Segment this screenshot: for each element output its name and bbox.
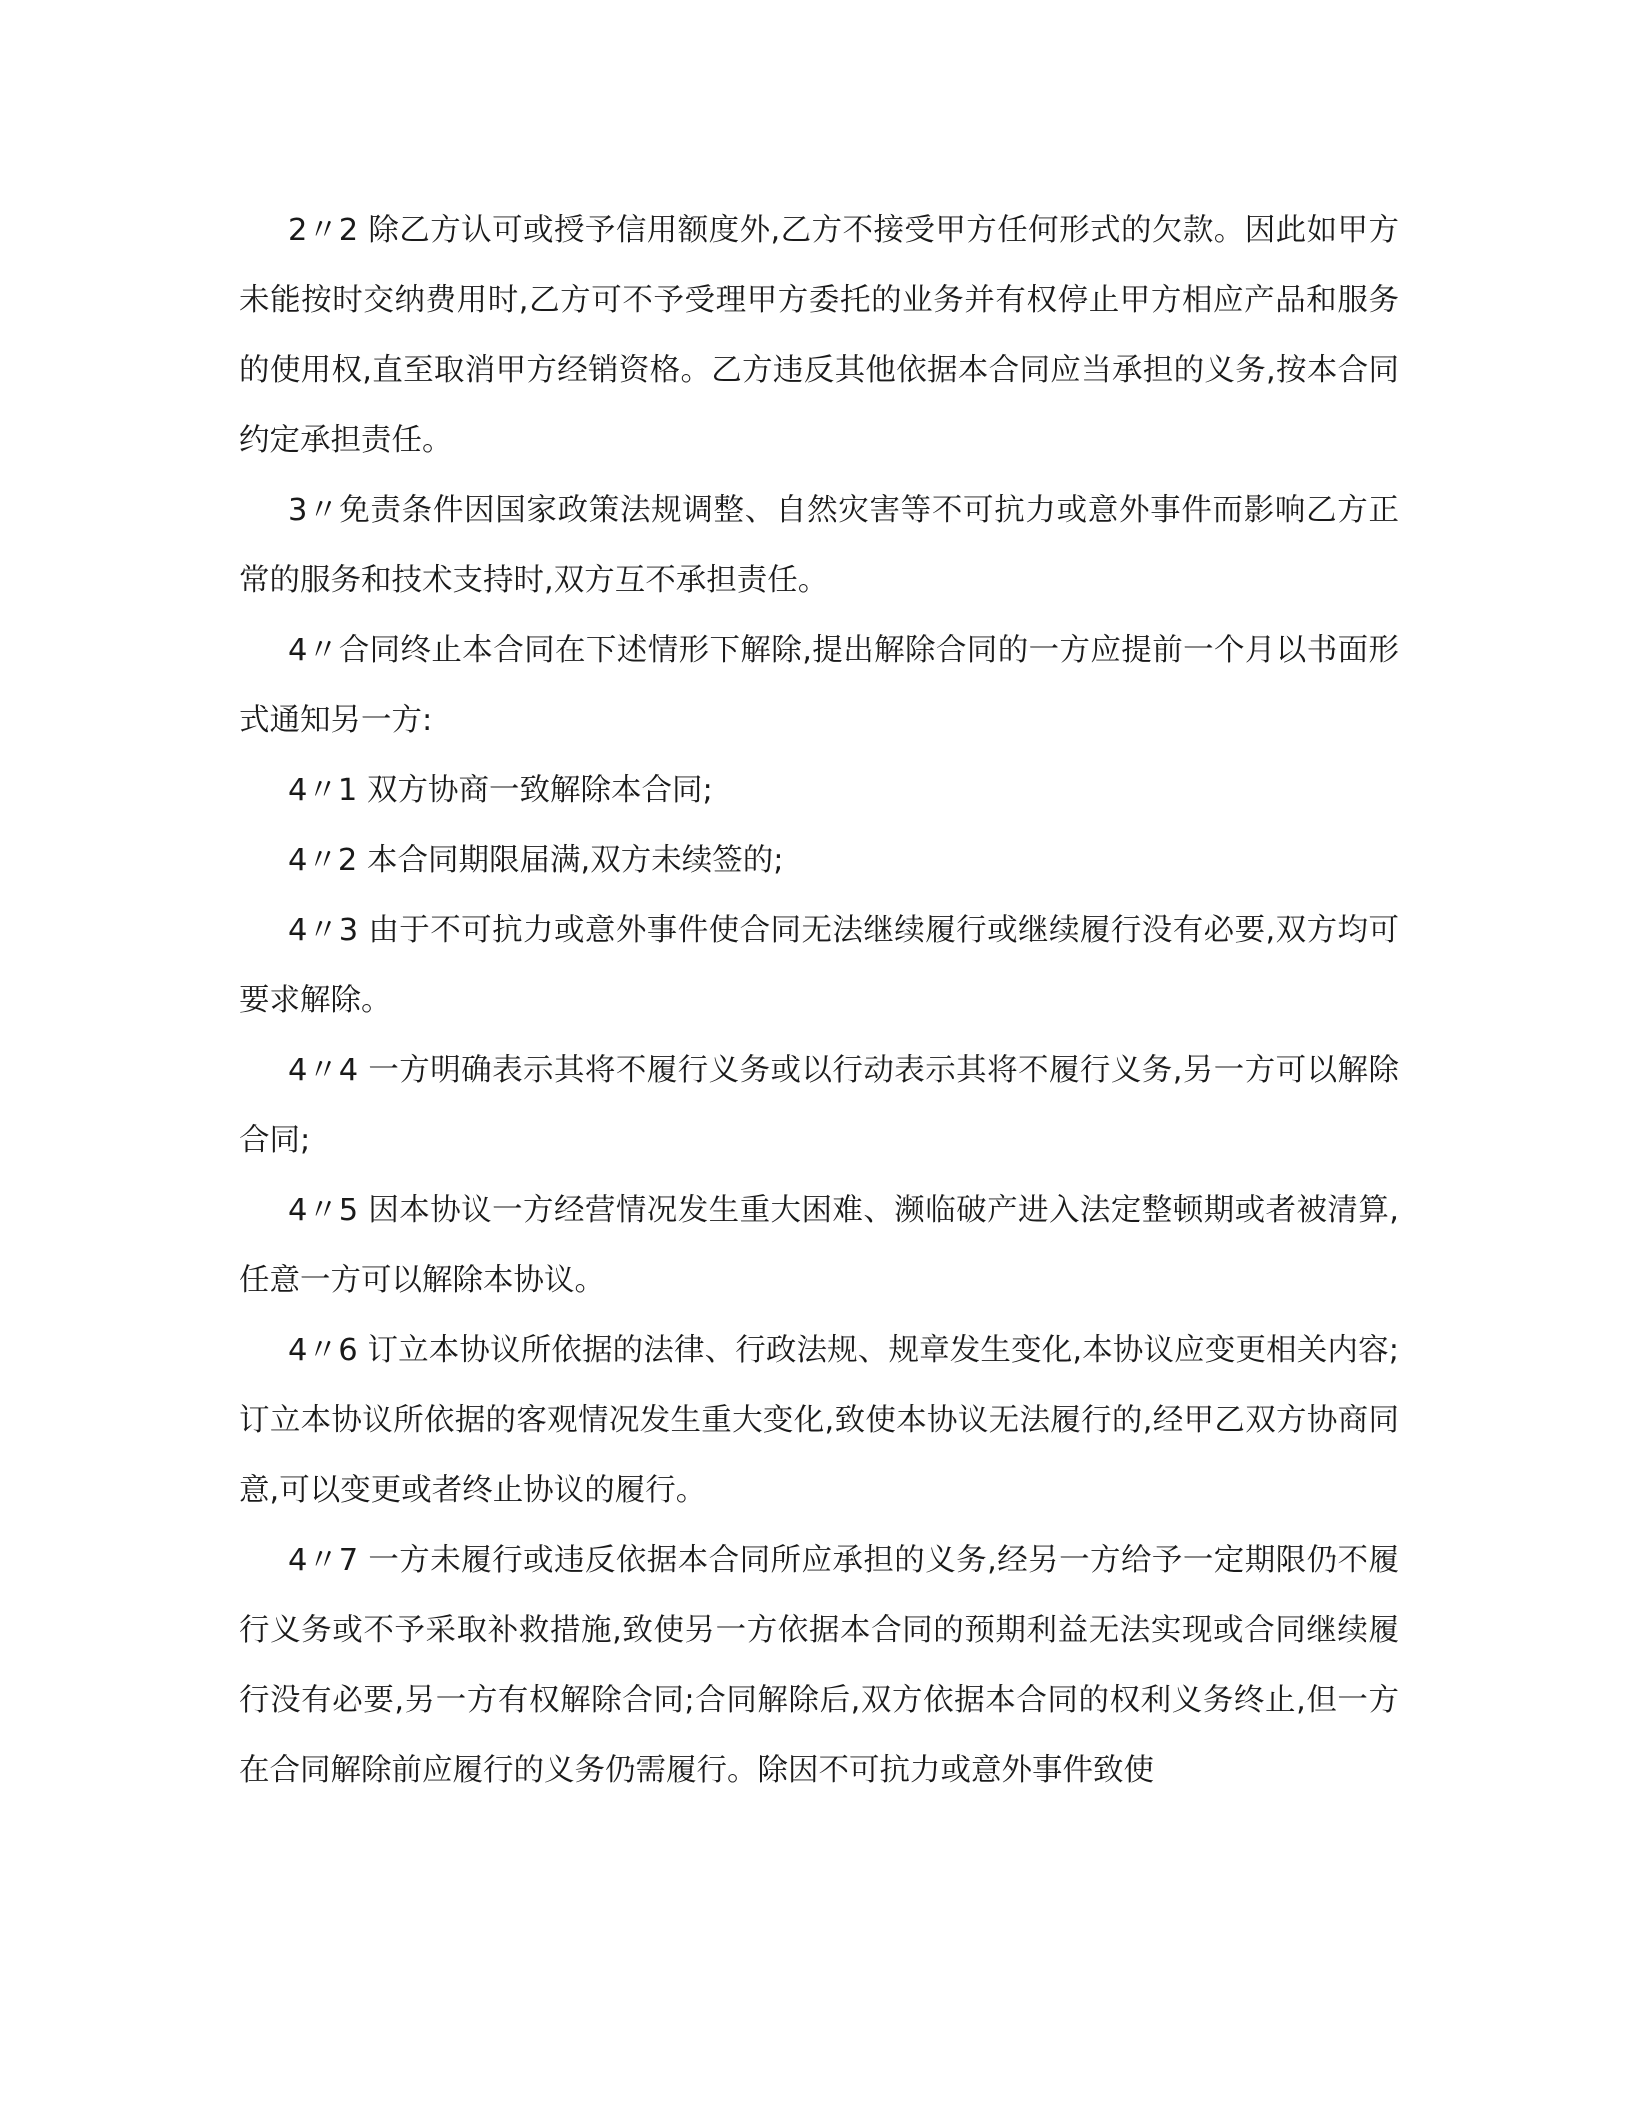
paragraph-4-4: 4〃4 一方明确表示其将不履行义务或以行动表示其将不履行义务,另一方可以解除合同; (239, 1053, 1399, 1158)
paragraph-4: 4〃合同终止本合同在下述情形下解除,提出解除合同的一方应提前一个月以书面形式通知另一方: (239, 633, 1399, 738)
paragraph-4-3: 4〃3 由于不可抗力或意外事件使合同无法继续履行或继续履行没有必要,双方均可要求解除。 (239, 913, 1399, 1018)
paragraph-3: 3〃免责条件因国家政策法规调整、自然灾害等不可抗力或意外事件而影响乙方正常的服务和技术支持时,双方互不承担责任。 (239, 493, 1399, 598)
paragraph-4-7: 4〃7 一方未履行或违反依据本合同所应承担的义务,经另一方给予一定期限仍不履行义务或不予采取补救措施,致使另一方依据本合同的预期利益无法实现或合同继续履行没有必要,另一方有权解除合同;合同解除后,双方依据本合同的权利义务终止,但一方在合同解除前应履行的义务仍需履行。除因不可抗力或意外事件致使 (239, 1543, 1399, 1788)
paragraph-4-1: 4〃1 双方协商一致解除本合同; (288, 773, 713, 808)
paragraph-2-2: 2〃2 除乙方认可或授予信用额度外,乙方不接受甲方任何形式的欠款。因此如甲方未能按时交纳费用时,乙方可不予受理甲方委托的业务并有权停止甲方相应产品和服务的使用权,直至取消甲方经销资格。乙方违反其他依据本合同应当承担的义务,按本合同约定承担责任。 (239, 213, 1399, 458)
document-body (239, 196, 1399, 1806)
paragraph-4-6: 4〃6 订立本协议所依据的法律、行政法规、规章发生变化,本协议应变更相关内容;订立本协议所依据的客观情况发生重大变化,致使本协议无法履行的,经甲乙双方协商同意,可以变更或者终止协议的履行。 (239, 1333, 1399, 1508)
paragraph-4-5: 4〃5 因本协议一方经营情况发生重大困难、濒临破产进入法定整顿期或者被清算,任意一方可以解除本协议。 (239, 1193, 1399, 1298)
paragraph-4-2: 4〃2 本合同期限届满,双方未续签的; (288, 843, 784, 878)
